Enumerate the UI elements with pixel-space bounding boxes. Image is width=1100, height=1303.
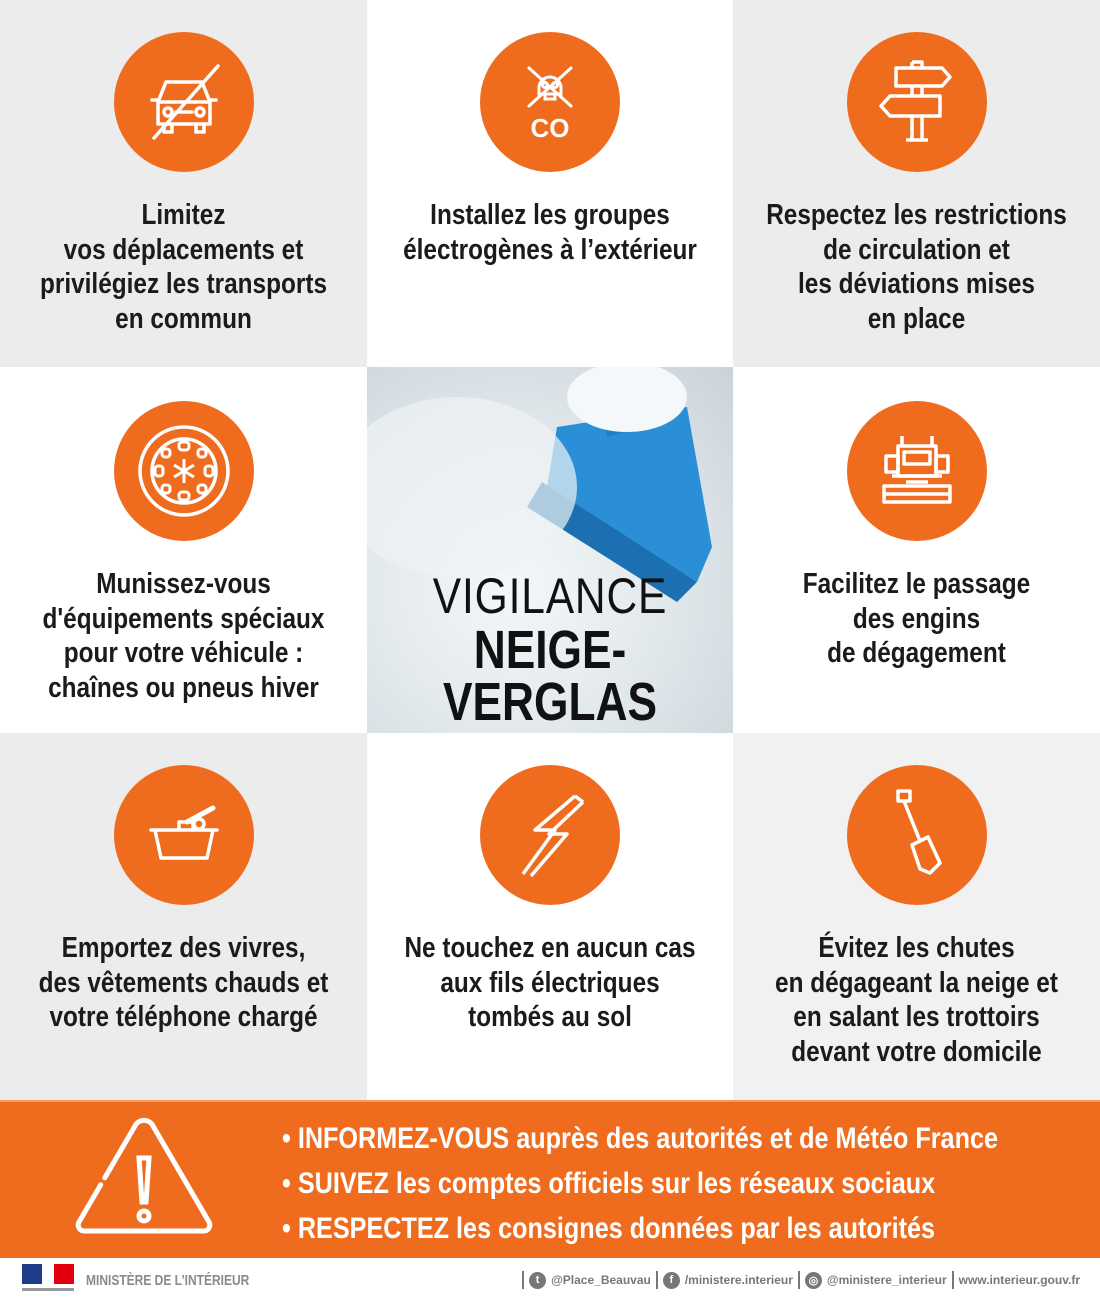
tip-line: Munissez-vous [96, 568, 271, 600]
snow-tire-icon [114, 401, 254, 541]
tip-line: tombés au sol [468, 1001, 632, 1033]
tip-equipment [0, 367, 367, 733]
twitter-icon: t [529, 1272, 546, 1289]
social-links [522, 1271, 1080, 1289]
signpost-icon [847, 32, 987, 172]
food-basket-icon [114, 765, 254, 905]
tip-line: les déviations mises [798, 268, 1035, 300]
banner-item: • RESPECTEZ les consignes données par les autorités [282, 1212, 936, 1245]
banner-item: • INFORMEZ-VOUS auprès des autorités et de Météo France [282, 1122, 998, 1155]
verglas-title: VERGLAS [442, 672, 658, 732]
twitter-link[interactable]: @Place_Beauvau [551, 1273, 651, 1287]
tip-supplies [0, 733, 367, 1100]
instagram-link[interactable]: @ministere_interieur [826, 1273, 947, 1287]
ministry-name: MINISTÈRE DE L’INTÉRIEUR [86, 1272, 250, 1289]
shovel-icon [847, 765, 987, 905]
tip-line: Évitez les chutes [818, 932, 1015, 964]
marianne-logo [22, 1264, 74, 1296]
tip-line: pour votre véhicule : [63, 637, 304, 669]
tip-line: de circulation et [823, 233, 1010, 266]
tip-line: en salant les trottoirs [793, 1001, 1040, 1033]
warning-icon [73, 1118, 215, 1238]
tip-limit-travel [0, 0, 367, 367]
tip-restrictions [733, 0, 1100, 367]
tip-generators [367, 0, 733, 367]
tip-line: Respectez les restrictions [766, 199, 1067, 231]
tip-line: d'équipements spéciaux [42, 602, 325, 635]
tip-line: de dégagement [827, 637, 1006, 669]
tip-line: vos déplacements et [63, 233, 304, 266]
co-label: CO [530, 112, 570, 143]
tip-line: Installez les groupes [430, 199, 670, 231]
tip-line: en commun [115, 302, 252, 335]
tip-line: Ne touchez en aucun cas [404, 932, 696, 964]
website-link[interactable]: www.interieur.gouv.fr [958, 1273, 1080, 1287]
tip-line: chaînes ou pneus hiver [48, 671, 319, 704]
tip-line: Limitez [141, 199, 226, 231]
tip-line: aux fils électriques [440, 966, 660, 999]
no-car-icon [114, 32, 254, 172]
tip-line: en place [867, 302, 966, 335]
tip-line: Emportez des vivres, [61, 932, 306, 964]
neige-title: NEIGE- [473, 620, 627, 680]
carbon-monoxide-icon [480, 32, 620, 172]
tip-line: Facilitez le passage [802, 568, 1031, 600]
tip-avoid-falls [733, 733, 1100, 1100]
tip-snowplow [733, 367, 1100, 733]
tip-line: des vêtements chauds et [38, 966, 329, 999]
footer [0, 1258, 1100, 1303]
tip-line: privilégiez les transports [39, 268, 327, 300]
tip-line: des engins [852, 602, 981, 635]
instagram-icon: ◎ [805, 1272, 822, 1289]
tip-electric-wires [367, 733, 733, 1100]
tip-line: devant votre domicile [791, 1035, 1042, 1068]
vigilance-center-image [367, 367, 733, 733]
tip-line: votre téléphone chargé [49, 1001, 318, 1033]
banner-item: • SUIVEZ les comptes officiels sur les réseaux sociaux [282, 1167, 936, 1200]
facebook-link[interactable]: /ministere.interieur [684, 1273, 793, 1287]
electric-wire-icon [480, 765, 620, 905]
info-banner [0, 1100, 1100, 1258]
vigilance-title: VIGILANCE [432, 568, 668, 624]
tip-line: en dégageant la neige et [775, 966, 1058, 999]
facebook-icon: f [663, 1272, 680, 1289]
tip-line: électrogènes à l’extérieur [403, 233, 697, 266]
snowplow-icon [847, 401, 987, 541]
